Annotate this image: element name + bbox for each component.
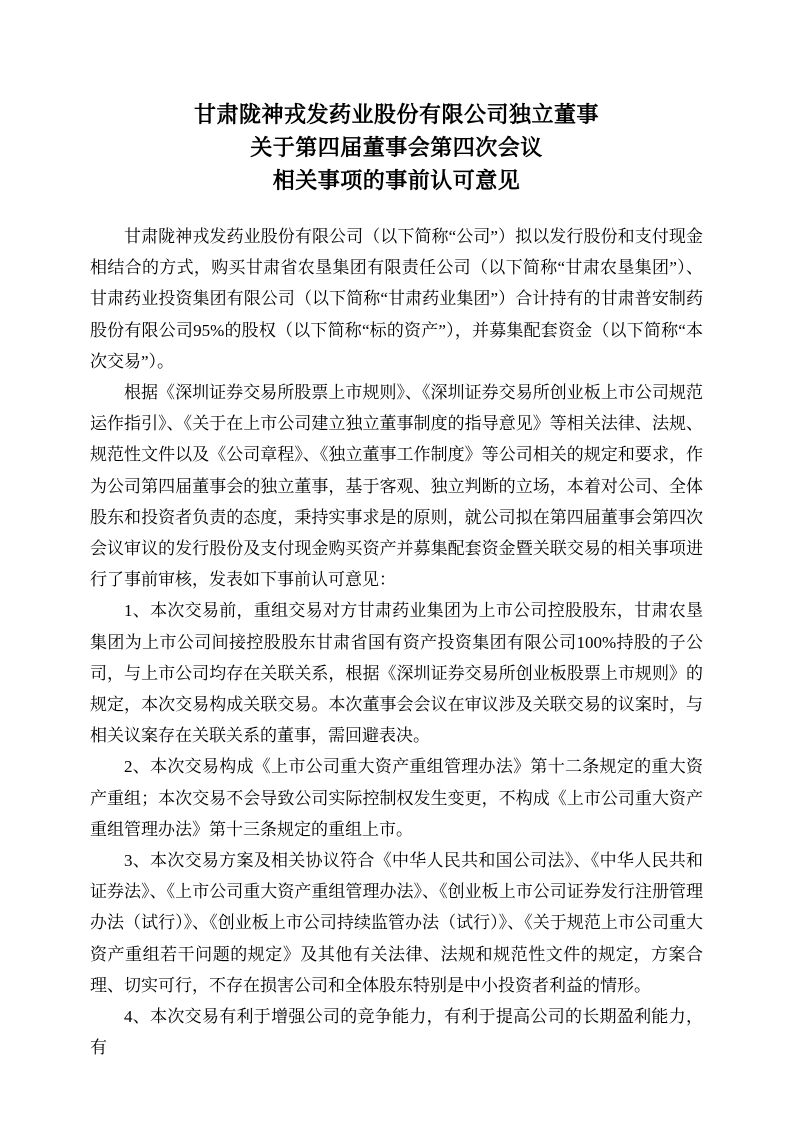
document-title-line-2: 关于第四届董事会第四次会议	[250, 135, 543, 160]
paragraph-opinion-4: 4、本次交易有利于增强公司的竞争能力，有利于提高公司的长期盈利能力，有	[90, 1007, 703, 1058]
paragraph-opinion-2: 2、本次交易构成《上市公司重大资产重组管理办法》第十二条规定的重大资产重组；本次交易不会导致公司实际控制权发生变更，不构成《上市公司重大资产重组管理办法》第十三条规定的重组上市。	[90, 757, 703, 839]
document-title-line-1: 甘肃陇神戎发药业股份有限公司独立董事	[193, 102, 599, 127]
paragraph-intro: 甘肃陇神戎发药业股份有限公司（以下简称“公司”）拟以发行股份和支付现金相结合的方式，购买甘肃省农垦集团有限责任公司（以下简称“甘肃农垦集团”）、甘肃药业投资集团有限公司（以下简称“甘肃药业集团”）合计持有的甘肃普安制药股份有限公司95%的股权（以下简称“标的资产”），并募集配套资金（以下简称“本次交易”）。	[90, 227, 703, 371]
paragraph-legal-basis: 根据《深圳证券交易所股票上市规则》、《深圳证券交易所创业板上市公司规范运作指引》、《关于在上市公司建立独立董事制度的指导意见》等相关法律、法规、规范性文件以及《公司章程》、《独立董事工作制度》等公司相关的规定和要求，作为公司第四届董事会的独立董事，基于客观、独立判断的立场，本着对公司、全体股东和投资者负责的态度，秉持实事求是的原则，就公司拟在第四届董事会第四次会议审议的发行股份及支付现金购买资产并募集配套资金暨关联交易的相关事项进行了事前审核，发表如下事前认可意见：	[90, 383, 703, 590]
document-body	[90, 221, 703, 1063]
paragraph-opinion-3: 3、本次交易方案及相关协议符合《中华人民共和国公司法》、《中华人民共和证券法》、《上市公司重大资产重组管理办法》、《创业板上市公司证券发行注册管理办法（试行）》、《创业板上市公司持续监管办法（试行）》、《关于规范上市公司重大资产重组若干问题的规定》及其他有关法律、法规和规范性文件的规定，方案合理、切实可行，不存在损害公司和全体股东特别是中小投资者利益的情形。	[90, 851, 703, 995]
document-title-line-3: 相关事项的事前认可意见	[272, 168, 521, 193]
document-title	[90, 98, 703, 197]
paragraph-opinion-1: 1、本次交易前，重组交易对方甘肃药业集团为上市公司控股股东，甘肃农垦集团为上市公司间接控股股东甘肃省国有资产投资集团有限公司100%持股的子公司，与上市公司均存在关联关系，根据《深圳证券交易所创业板股票上市规则》的规定，本次交易构成关联交易。本次董事会会议在审议涉及关联交易的议案时，与相关议案存在关联关系的董事，需回避表决。	[90, 601, 703, 746]
